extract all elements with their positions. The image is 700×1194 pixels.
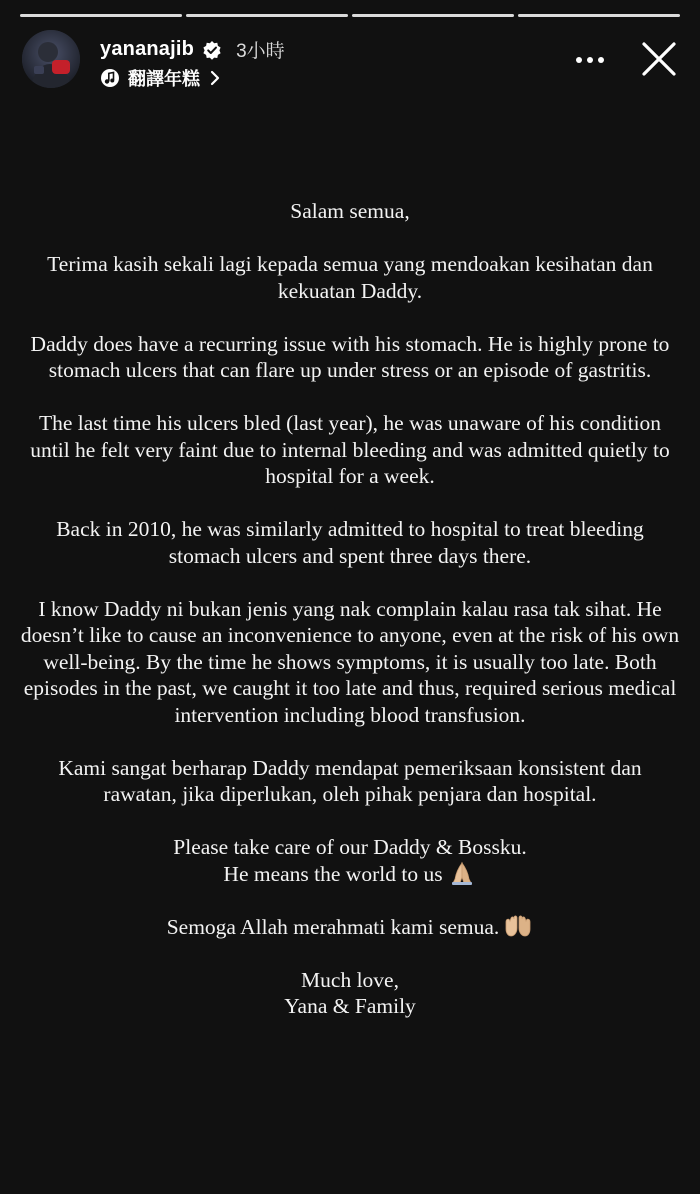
paragraph-last-time: The last time his ulcers bled (last year), he was unaware of his condition until he felt very faint due to internal bleeding and was admitted quietly to hospital for a week. — [30, 411, 670, 488]
close-icon — [640, 40, 678, 78]
story-progress-segment — [186, 14, 348, 17]
story-progress-segment — [20, 14, 182, 17]
username[interactable]: yananajib — [100, 38, 195, 60]
take-care-line: Please take care of our Daddy & Bossku. — [173, 835, 527, 859]
more-options-button[interactable] — [572, 48, 608, 72]
chevron-right-icon — [208, 69, 222, 87]
music-attribution[interactable] — [100, 65, 222, 91]
closing — [20, 967, 680, 1020]
post-time: 3小時 — [236, 41, 285, 62]
world-to-us-line — [20, 861, 680, 888]
paragraph-thanks: Terima kasih sekali lagi kepada semua yang mendoakan kesihatan dan kekuatan Daddy. — [47, 252, 653, 303]
username-row — [100, 36, 285, 63]
story-header — [22, 30, 682, 92]
avatar-image — [22, 30, 80, 88]
story-progress-segment — [352, 14, 514, 17]
story-progress-bar — [20, 14, 680, 17]
closing-signature: Yana & Family — [284, 994, 416, 1018]
folded-hands-emoji — [447, 861, 477, 885]
closing-much-love: Much love, — [301, 967, 399, 992]
paragraph-2010: Back in 2010, he was similarly admitted to hospital to treat bleeding stomach ulcers and spent three days there. — [56, 517, 644, 568]
more-horizontal-icon — [575, 56, 605, 64]
music-note-icon — [100, 68, 120, 88]
verified-badge-icon — [202, 40, 222, 60]
avatar[interactable] — [22, 30, 80, 88]
paragraph-blessing — [20, 914, 680, 941]
palms-up-together-emoji — [503, 914, 533, 938]
paragraph-recurring-issue: Daddy does have a recurring issue with his stomach. He is highly prone to stomach ulcers that can flare up under stress or an episode of gastritis. — [30, 331, 670, 382]
story-progress-segment — [518, 14, 680, 17]
world-to-us-text: He means the world to us — [223, 861, 443, 886]
story-text-content — [20, 198, 680, 1020]
paragraph-take-care — [20, 834, 680, 887]
paragraph-hope: Kami sangat berharap Daddy mendapat pemeriksaan konsistent dan rawatan, jika diperlukan, oleh pihak penjara dan hospital. — [58, 755, 642, 806]
paragraph-symptoms: I know Daddy ni bukan jenis yang nak complain kalau rasa tak sihat. He doesn’t like to cause an inconvenience to anyone, even at the risk of his own well-being. By the time he shows symptoms, it is usually too late. Both episodes in the past, we caught it too late and thus, required serious medical intervention including blood transfusion. — [20, 596, 680, 727]
close-button[interactable] — [636, 36, 682, 82]
blessing-text: Semoga Allah merahmati kami semua. — [166, 914, 500, 939]
greeting: Salam semua, — [290, 199, 410, 223]
music-label: 翻譯年糕 — [128, 69, 200, 90]
